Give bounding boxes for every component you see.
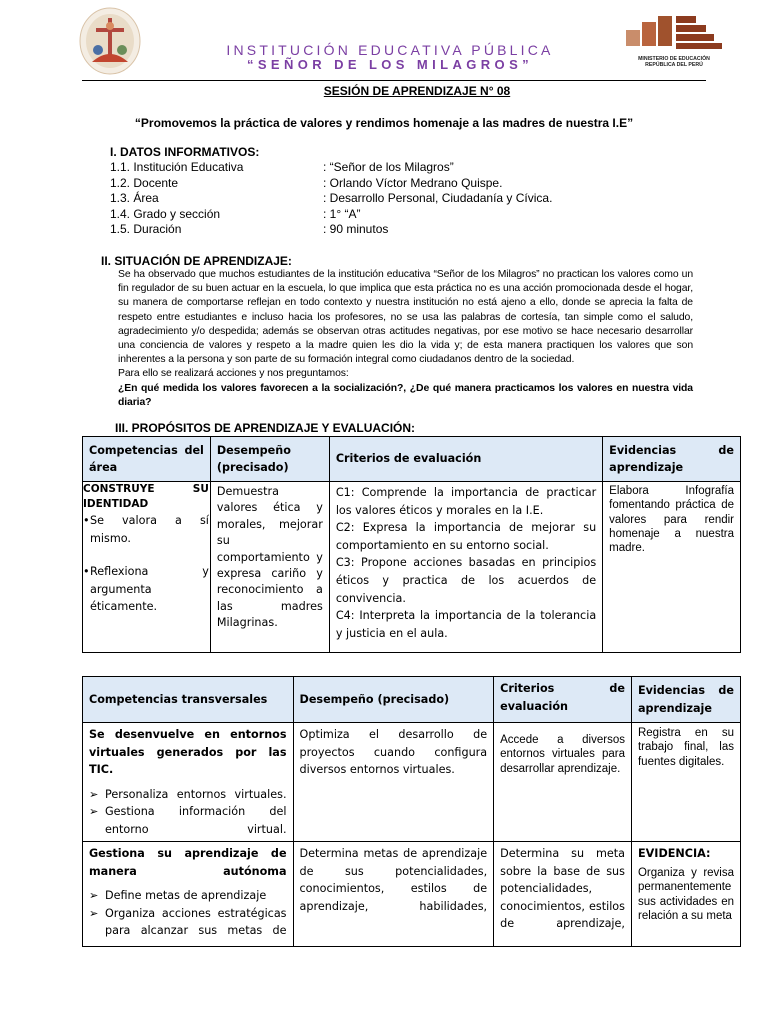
desempeno-cell: Determina metas de aprendizaje de sus potencialidades, conocimientos, estilos de aprendizaje, habilidades, — [293, 842, 494, 947]
datos-row — [0, 160, 768, 176]
capacidad-text: Define metas de aprendizaje — [105, 889, 267, 902]
table-row — [83, 723, 741, 842]
capacidades-list — [89, 786, 287, 839]
list-item — [89, 905, 287, 940]
capacidades-list — [89, 887, 287, 940]
list-item — [83, 512, 209, 547]
school-seal-icon — [78, 6, 142, 76]
capacidades-list — [83, 512, 209, 616]
table-header: Criterios de evaluación — [329, 437, 602, 482]
table-header: Desempeño (precisado) — [293, 677, 494, 723]
session-title: SESIÓN DE APRENDIZAJE N° 08 — [323, 84, 511, 98]
datos-value: : 90 minutos — [323, 222, 389, 236]
institution-name: INSTITUCIÓN EDUCATIVA PÚBLICA — [226, 42, 554, 58]
list-item — [83, 563, 209, 616]
datos-value: : Desarrollo Personal, Ciudadanía y Cívica. — [323, 191, 553, 205]
criterio-item: C3: Propone acciones basadas en principios éticos y practica de los acuerdos de convivencia. — [335, 556, 597, 605]
school-name: “SEÑOR DE LOS MILAGROS” — [246, 57, 534, 72]
ministry-line1: MINISTERIO DE EDUCACIÓN — [638, 56, 710, 62]
table-header: Desempeño (precisado) — [210, 437, 329, 482]
datos-row — [0, 176, 768, 192]
capacidad-text: Se valora a sí mismo. — [90, 514, 209, 545]
desempeno-cell: Optimiza el desarrollo de proyectos cuando configura diversos entornos virtuales. — [293, 723, 494, 842]
datos-list — [0, 160, 768, 238]
datos-label: 1.3. Área — [110, 191, 159, 205]
situacion-text: Se ha observado que muchos estudiantes de la institución educativa “Señor de los Milagros” no practican los valores como un fin regulador de su buen actuar en la escuela, lo que implica que esta práctica no es una acción promocionada desde el hogar, su manera de comportarse reflejan en todo contexto y nuestra institución no está ajeno a ello, donde se aprecia la falta de respeto entre estudiantes e incluso hacia los profesores, no se usa las palabras de cortesía, tan simple como el saludo, agradecimiento y/o despedida; además se observan otras actitudes negativas, por ese motivo se hace necesario desarrollar una conciencia de valores y respeto a la madre quien les dio la vida y; de esta manera practiquen los valores que son inherentes a la persona y son parte de su formación integral como ciudadanos dentro de la sociedad. — [118, 269, 693, 366]
bullet-icon: • — [83, 514, 90, 527]
criterios-cell — [329, 482, 602, 653]
competencia-title: CONSTRUYE SU IDENTIDAD — [83, 483, 209, 510]
table-header: Evidencias de aprendizaje — [631, 677, 740, 723]
ministry-line2: REPÚBLICA DEL PERÚ — [645, 62, 703, 68]
area-competencias-table — [82, 436, 741, 653]
ministry-caption — [624, 56, 724, 68]
bullet-icon: • — [83, 565, 90, 578]
list-item — [89, 887, 287, 905]
evidencia-cell — [631, 842, 740, 947]
datos-value: : Orlando Víctor Medrano Quispe. — [323, 175, 503, 190]
criterio-item: C4: Interpreta la importancia de la tolerancia y justicia en el aula. — [335, 609, 597, 640]
table-header: Competencias del área — [83, 437, 211, 482]
competencia-cell — [83, 482, 211, 653]
list-item — [89, 803, 287, 838]
competencia-cell — [83, 723, 294, 842]
list-item — [89, 786, 287, 804]
evidencia-text: Registra en su trabajo final, las fuentes digitales. — [637, 727, 734, 768]
arrow-bullet-icon: ➢ — [89, 906, 99, 920]
situacion-heading: II. SITUACIÓN DE APRENDIZAJE: — [101, 254, 292, 268]
arrow-bullet-icon: ➢ — [89, 805, 99, 818]
arrow-bullet-icon: ➢ — [89, 889, 99, 902]
capacidad-text: Reflexiona y argumenta éticamente. — [90, 565, 209, 613]
capacidad-text: Organiza acciones estratégicas para alcanzar sus metas de — [105, 906, 287, 937]
situacion-intro-question: Para ello se realizará acciones y nos preguntamos: — [118, 368, 349, 380]
datos-label: 1.4. Grado y sección — [110, 206, 221, 221]
datos-heading: I. DATOS INFORMATIVOS: — [110, 145, 260, 159]
datos-row — [0, 207, 768, 223]
arrow-bullet-icon: ➢ — [89, 787, 99, 801]
competencia-cell — [83, 842, 294, 947]
competencia-title: Se desenvuelve en entornos virtuales generados por las TIC. — [89, 728, 287, 776]
criterio-item: C1: Comprende la importancia de practicar los valores éticos y morales en la I.E. — [335, 486, 597, 517]
desempeno-cell: Demuestra valores ética y morales, mejorar su comportamiento y expresa cariño y reconocimiento a las madres Milagrinas. — [210, 482, 329, 653]
datos-label: 1.1. Institución Educativa — [110, 160, 244, 174]
table-header: Competencias transversales — [83, 677, 294, 723]
evidencia-cell: Elabora Infografía fomentando práctica de valores para rendir homenaje a nuestra madre. — [603, 482, 741, 653]
criterio-cell: Determina su meta sobre la base de sus potencialidades, conocimientos, estilos de aprendizaje, — [494, 842, 632, 947]
capacidad-text: Personaliza entornos virtuales. — [105, 787, 287, 801]
datos-value: : “Señor de los Milagros” — [323, 160, 454, 174]
evidencia-cell — [631, 723, 740, 842]
evidencia-text: Organiza y revisa permanentemente sus actividades en relación a su meta — [637, 867, 734, 922]
transversales-table — [82, 676, 741, 947]
header-divider — [82, 80, 706, 81]
table-header: Criterios de evaluación — [494, 677, 632, 723]
table-row — [83, 842, 741, 947]
evidencia-label: EVIDENCIA: — [637, 847, 711, 860]
datos-label: 1.5. Duración — [110, 222, 182, 236]
session-subtitle: “Promovemos la práctica de valores y rendimos homenaje a las madres de nuestra I.E” — [134, 116, 634, 130]
situacion-paragraph — [118, 268, 693, 410]
competencia-title: Gestiona su aprendizaje de manera autónoma — [89, 847, 287, 878]
datos-value: : 1° “A” — [323, 206, 361, 221]
capacidad-text: Gestiona información del entorno virtual. — [105, 805, 287, 836]
situacion-question: ¿En qué medida los valores favorecen a la socialización?, ¿De qué manera practicamos los valores en nuestra vida diaria? — [118, 382, 693, 408]
propositos-heading: III. PROPÓSITOS DE APRENDIZAJE Y EVALUACIÓN: — [115, 421, 416, 435]
criterio-cell: Accede a diversos entornos virtuales para desarrollar aprendizaje. — [494, 723, 632, 842]
table-header: Evidencias de aprendizaje — [603, 437, 741, 482]
criterio-item: C2: Expresa la importancia de mejorar su comportamiento en su entorno social. — [335, 521, 597, 552]
datos-row — [0, 191, 768, 207]
datos-label: 1.2. Docente — [110, 175, 179, 190]
datos-row — [0, 222, 768, 238]
